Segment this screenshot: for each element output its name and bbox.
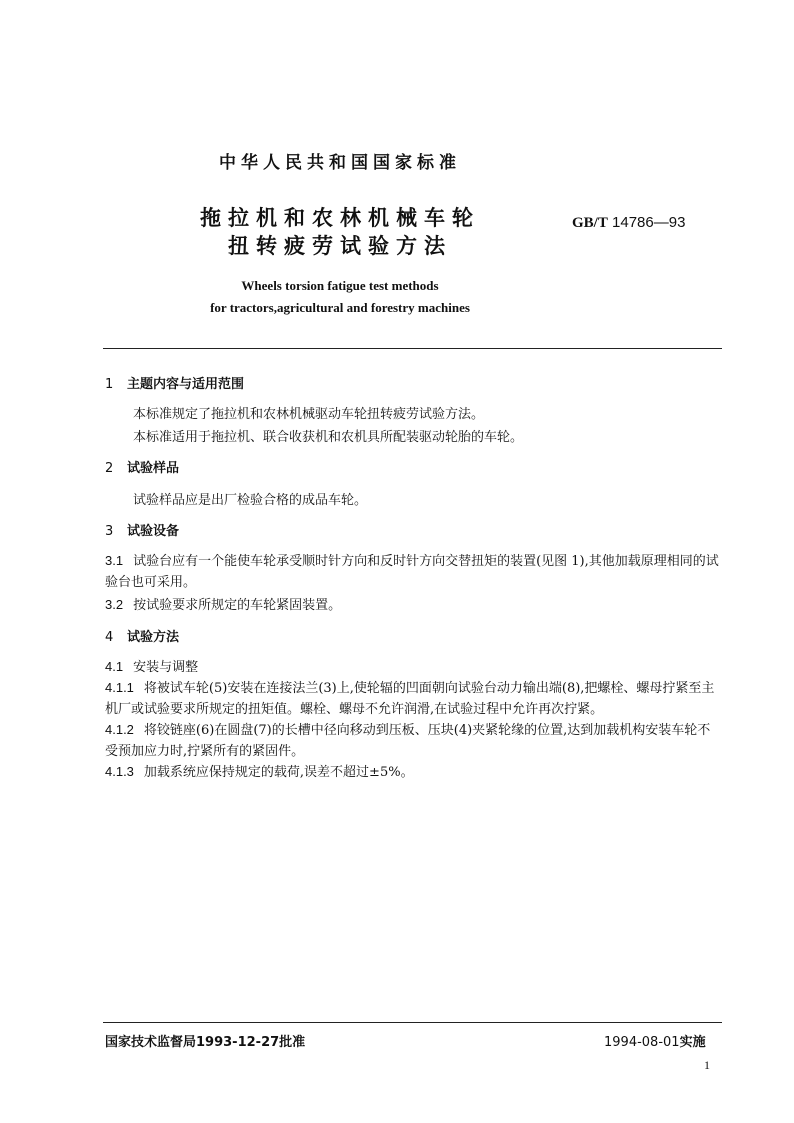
clause-3-2-text: 按试验要求所规定的车轮紧固装置。	[133, 598, 342, 613]
section-2-title: 试验样品	[127, 461, 180, 476]
clause-3-2	[105, 594, 723, 616]
footer-divider	[103, 1022, 722, 1023]
clause-4-1	[105, 656, 723, 678]
section-1-number: 1	[105, 377, 114, 392]
title-en-line1: Wheels torsion fatigue test methods	[241, 278, 439, 293]
clause-4-1-3-number: 4.1.3	[105, 764, 134, 779]
effective-label: 实施	[679, 1035, 706, 1050]
section-2-number: 2	[105, 461, 114, 476]
clause-3-2-number: 3.2	[105, 597, 124, 612]
clause-4-1-1-number: 4.1.1	[105, 680, 134, 695]
section-1-paragraph-1: 本标准规定了拖拉机和农林机械驱动车轮扭转疲劳试验方法。	[133, 407, 485, 422]
title-cn-line2: 扭转疲劳试验方法	[228, 234, 452, 258]
clause-4-1-2-number: 4.1.2	[105, 722, 134, 737]
title-cn-line1: 拖拉机和农林机械车轮	[200, 206, 480, 230]
clause-3-1-number: 3.1	[105, 553, 124, 568]
section-1-paragraph-2: 本标准适用于拖拉机、联合收获机和农机具所配装驱动轮胎的车轮。	[133, 430, 524, 445]
standard-code	[572, 214, 685, 232]
page-number: 1	[704, 1058, 710, 1072]
section-3-number: 3	[105, 524, 114, 539]
clause-3-1	[105, 550, 723, 593]
title-en-line2: for tractors,agricultural and forestry machines	[210, 300, 470, 315]
section-1-heading	[105, 373, 244, 392]
section-3-heading	[105, 520, 179, 539]
clause-4-1-3	[105, 761, 723, 783]
section-4-number: 4	[105, 630, 114, 645]
section-4-title: 试验方法	[127, 630, 180, 645]
section-4-heading	[105, 626, 179, 645]
effective-statement	[604, 1031, 706, 1050]
section-3-title: 试验设备	[127, 524, 180, 539]
standard-prefix: GB/T	[572, 215, 608, 231]
clause-4-1-number: 4.1	[105, 659, 124, 674]
clause-4-1-2-text: 将铰链座(6)在圆盘(7)的长槽中径向移动到压板、压块(4)夹紧轮缘的位置,达到加载机构安装车轮不受预加应力时,拧紧所有的紧固件。	[105, 723, 711, 759]
section-1-title: 主题内容与适用范围	[127, 377, 245, 392]
clause-4-1-3-text: 加载系统应保持规定的载荷,误差不超过±5%。	[143, 765, 414, 780]
approval-statement: 国家技术监督局1993-12-27批准	[105, 1035, 306, 1050]
clause-4-1-text: 安装与调整	[133, 660, 199, 675]
section-2-paragraph-1: 试验样品应是出厂检验合格的成品车轮。	[133, 493, 368, 508]
clause-3-1-text: 试验台应有一个能使车轮承受顺时针方向和反时针方向交替扭矩的装置(见图 1),其他加载原理相同的试验台也可采用。	[105, 554, 719, 590]
header-divider	[103, 348, 722, 349]
section-2-heading	[105, 457, 179, 476]
clause-4-1-1-text: 将被试车轮(5)安装在连接法兰(3)上,使轮辐的凹面朝向试验台动力输出端(8),把螺栓、螺母拧紧至主机厂或试验要求所规定的扭矩值。螺栓、螺母不允许润滑,在试验过程中允许再次拧紧。	[105, 681, 715, 717]
national-standard-label: 中华人民共和国国家标准	[219, 153, 461, 173]
clause-4-1-2	[105, 719, 723, 762]
effective-date: 1994-08-01	[604, 1035, 680, 1050]
clause-4-1-1	[105, 677, 723, 720]
standard-number: 14786—93	[612, 214, 686, 231]
